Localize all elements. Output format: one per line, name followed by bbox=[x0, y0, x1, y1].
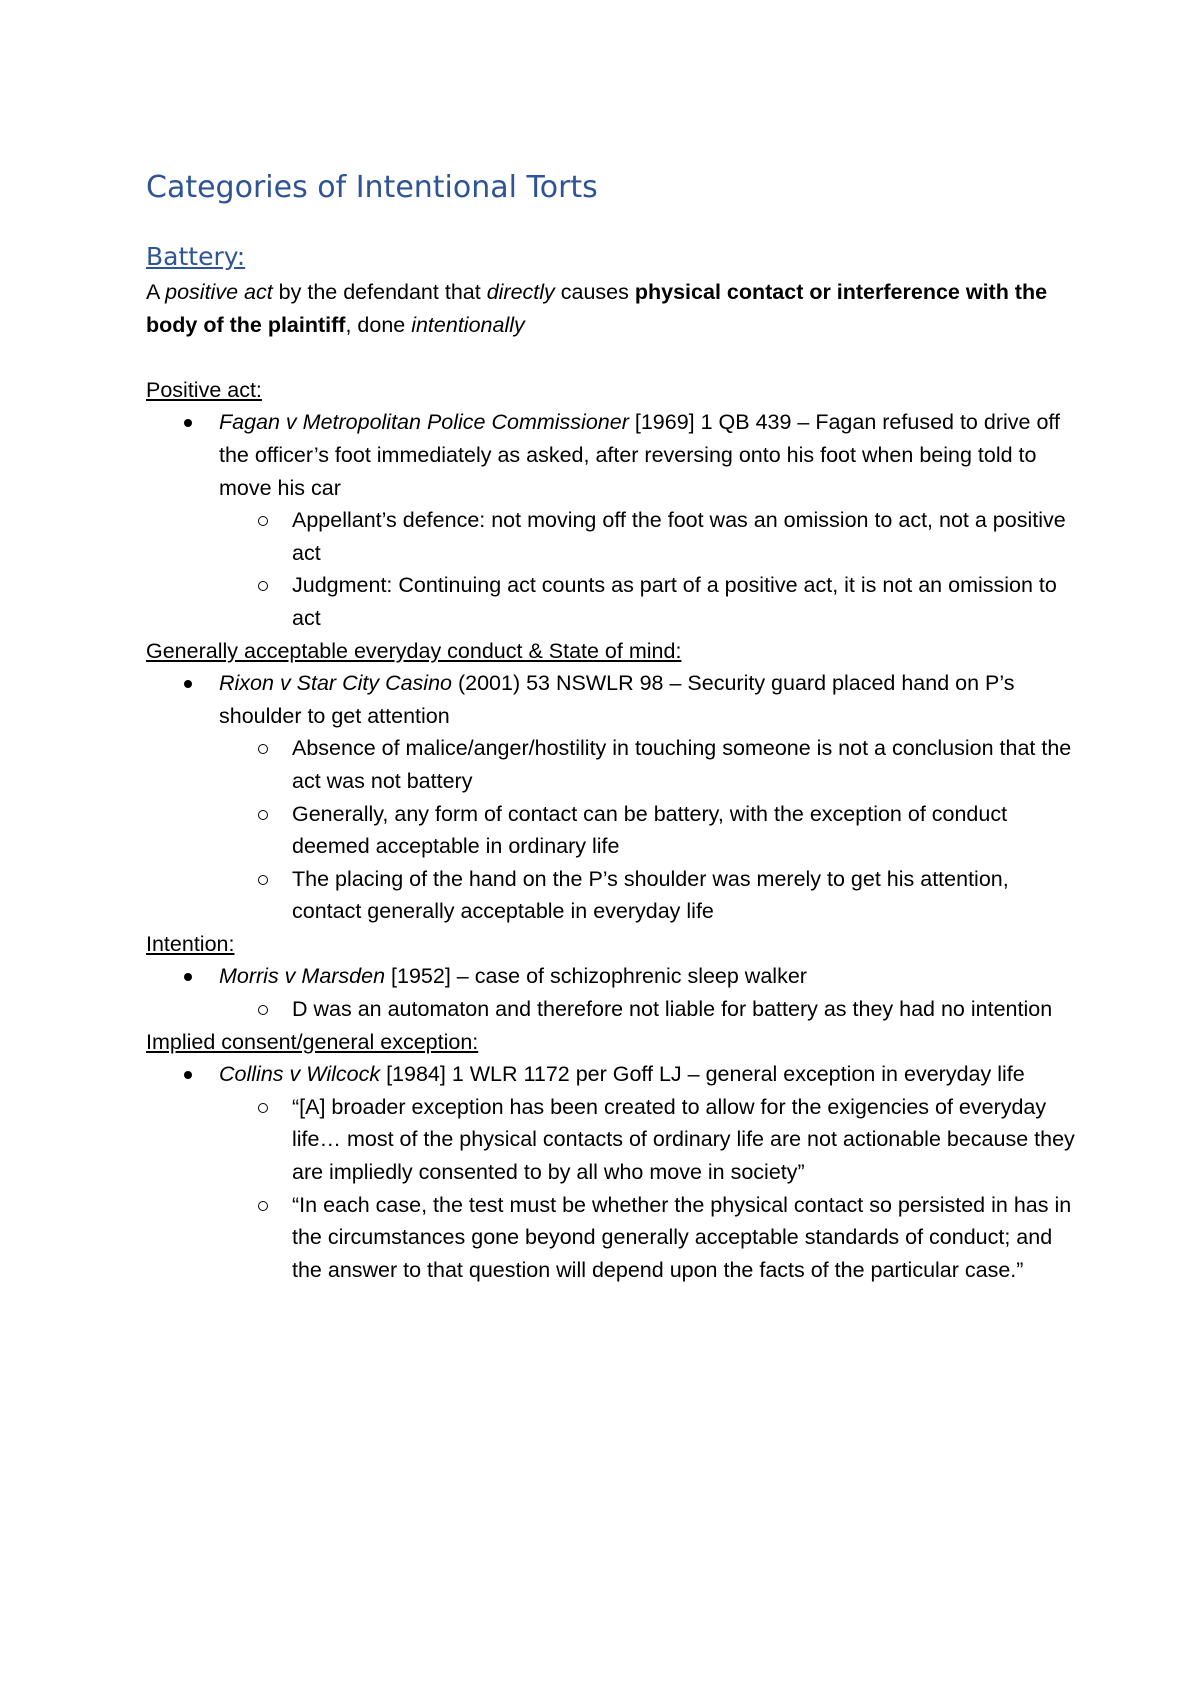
list-item bbox=[146, 406, 1076, 634]
document-body bbox=[146, 276, 1076, 1286]
sub-list bbox=[219, 1091, 1076, 1287]
sub-list-item bbox=[219, 798, 1076, 863]
sub-text: D was an automaton and therefore not liable for battery as they had no intention bbox=[292, 997, 1053, 1022]
section-heading: Generally acceptable everyday conduct & State of mind: bbox=[146, 638, 682, 663]
sub-list-item bbox=[219, 1091, 1076, 1189]
definition-text: by the defendant that bbox=[272, 280, 487, 304]
definition-text: directly bbox=[486, 280, 555, 304]
battery-definition bbox=[146, 276, 1076, 341]
hollow-bullet-icon bbox=[258, 581, 268, 591]
sub-text: “In each case, the test must be whether the physical contact so persisted in has in the circumstances gone beyond generally acceptable standards of conduct; and the answer to that question will depend upon the facts of the particular case.” bbox=[292, 1192, 1072, 1282]
sub-list-item bbox=[219, 569, 1076, 634]
hollow-bullet-icon bbox=[258, 1201, 268, 1211]
case-name: Morris v Marsden bbox=[219, 964, 386, 989]
sub-text: Judgment: Continuing act counts as part of a positive act, it is not an omission to act bbox=[292, 573, 1057, 630]
sub-list-item bbox=[219, 504, 1076, 569]
definition-text: causes bbox=[554, 280, 635, 304]
case-list bbox=[146, 667, 1076, 928]
case-text: (2001) 53 NSWLR 98 – Security guard placed hand on P’s shoulder to get attention bbox=[219, 671, 1015, 728]
definition-text: A bbox=[146, 280, 166, 304]
sub-text: Generally, any form of contact can be battery, with the exception of conduct deemed acceptable in ordinary life bbox=[292, 801, 1008, 859]
sub-text: Absence of malice/anger/hostility in touching someone is not a conclusion that the act was not battery bbox=[292, 736, 1072, 793]
bullet-icon bbox=[184, 1071, 192, 1079]
definition-text: physical contact or interference with the body of the plaintiff bbox=[146, 280, 1048, 337]
blank-line bbox=[146, 341, 1076, 374]
section-heading: Implied consent/general exception: bbox=[146, 1029, 479, 1054]
definition-text: intentionally bbox=[411, 312, 525, 337]
definition-text: , done bbox=[345, 312, 412, 337]
section-title-battery: Battery: bbox=[146, 242, 246, 271]
case-text: [1969] 1 QB 439 – Fagan refused to drive off the officer’s foot immediately as asked, after reversing onto his foot when being told to move his car bbox=[219, 410, 1060, 500]
hollow-bullet-icon bbox=[258, 516, 268, 526]
bullet-icon bbox=[184, 680, 192, 688]
list-item bbox=[146, 667, 1076, 928]
sub-list-item bbox=[219, 863, 1076, 928]
bullet-icon bbox=[184, 973, 192, 981]
hollow-bullet-icon bbox=[258, 1005, 268, 1015]
hollow-bullet-icon bbox=[258, 744, 268, 754]
bullet-icon bbox=[184, 419, 192, 427]
sub-list bbox=[219, 732, 1076, 928]
page-title: Categories of Intentional Torts bbox=[146, 170, 598, 205]
hollow-bullet-icon bbox=[258, 875, 268, 885]
sub-list bbox=[219, 504, 1076, 634]
hollow-bullet-icon bbox=[258, 810, 268, 820]
case-name: Rixon v Star City Casino bbox=[219, 671, 452, 696]
case-name: Fagan v Metropolitan Police Commissioner bbox=[219, 410, 629, 435]
sub-text: “[A] broader exception has been created to allow for the exigencies of everyday life… most of the physical contacts of ordinary life are not actionable because they are impliedly consented to by all who move in society” bbox=[292, 1094, 1075, 1185]
case-text: [1952] – case of schizophrenic sleep walker bbox=[385, 964, 807, 989]
section-heading: Intention: bbox=[146, 931, 235, 956]
sub-list-item bbox=[219, 1189, 1076, 1287]
case-name: Collins v Wilcock bbox=[219, 1062, 381, 1087]
case-list bbox=[146, 1058, 1076, 1286]
case-list bbox=[146, 960, 1076, 1025]
hollow-bullet-icon bbox=[258, 1103, 268, 1113]
sub-list-item bbox=[219, 993, 1076, 1026]
sub-list-item bbox=[219, 732, 1076, 797]
definition-text: positive act bbox=[165, 280, 273, 304]
sub-text: Appellant’s defence: not moving off the foot was an omission to act, not a positive act bbox=[292, 508, 1066, 565]
list-item bbox=[146, 1058, 1076, 1286]
list-item bbox=[146, 960, 1076, 1025]
sub-list bbox=[219, 993, 1076, 1026]
section-heading: Positive act: bbox=[146, 377, 262, 402]
case-list bbox=[146, 406, 1076, 634]
case-text: [1984] 1 WLR 1172 per Goff LJ – general exception in everyday life bbox=[380, 1062, 1025, 1087]
sub-text: The placing of the hand on the P’s shoulder was merely to get his attention, contact generally acceptable in everyday life bbox=[292, 866, 1009, 924]
